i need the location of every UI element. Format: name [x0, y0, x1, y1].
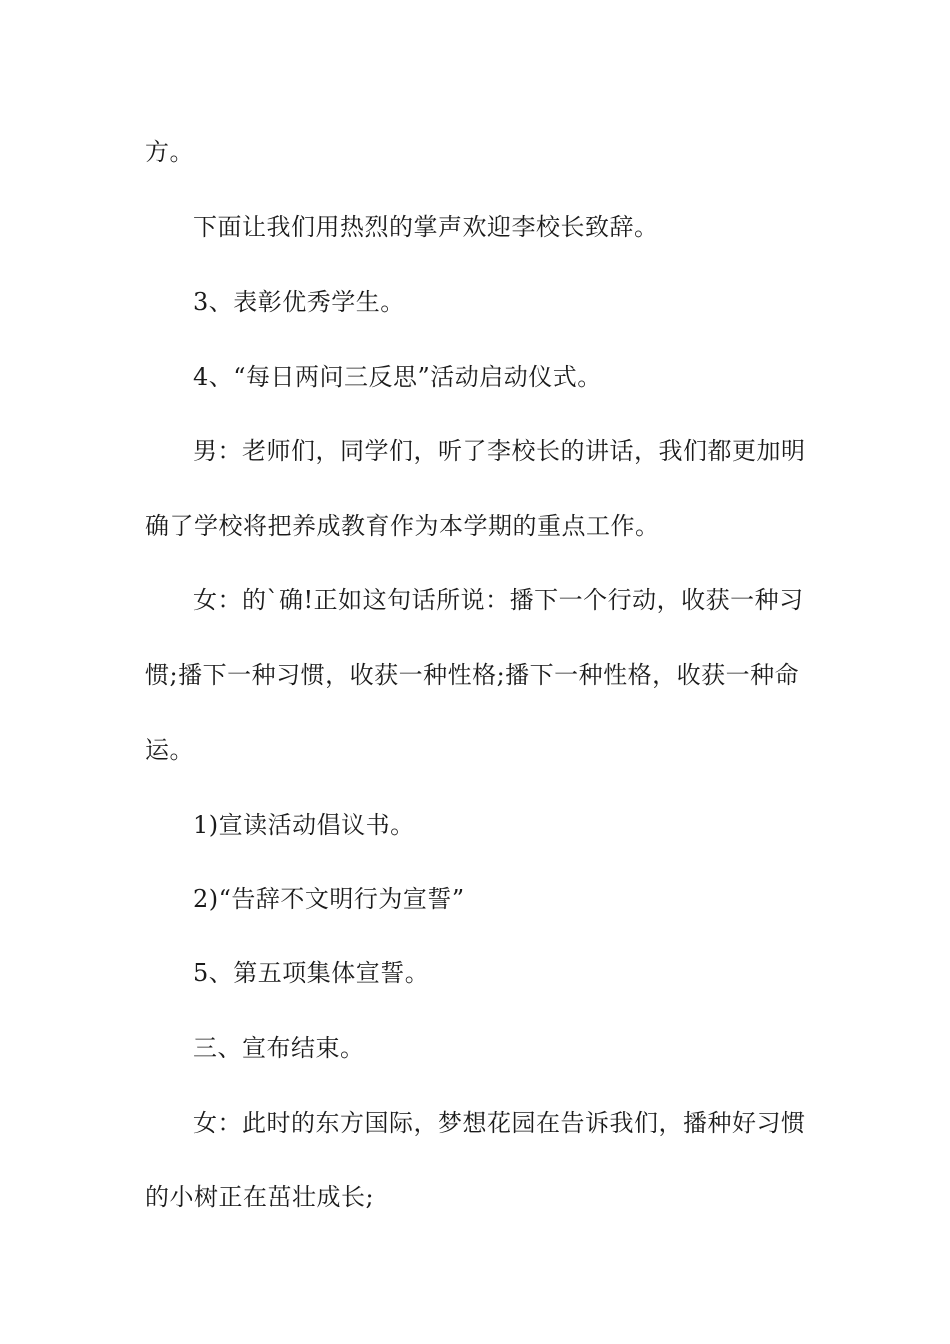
paragraph-line: 2)“告辞不文明行为宣誓” — [193, 885, 465, 913]
paragraph-line: 女：此时的东方国际，梦想花园在告诉我们，播种好习惯 — [193, 1109, 806, 1137]
paragraph-line: 惯;播下一种习惯，收获一种性格;播下一种性格，收获一种命 — [145, 661, 800, 689]
paragraph-line: 的小树正在茁壮成长; — [145, 1183, 375, 1211]
paragraph-line: 运。 — [145, 736, 194, 764]
paragraph-line: 方。 — [145, 138, 194, 166]
paragraph-line: 3、表彰优秀学生。 — [193, 288, 405, 316]
paragraph-line: 下面让我们用热烈的掌声欢迎李校长致辞。 — [193, 213, 659, 241]
paragraph-line: 1)宣读活动倡议书。 — [193, 811, 415, 839]
paragraph-line: 5、第五项集体宣誓。 — [193, 959, 430, 987]
paragraph-line: 女：的`确!正如这句话所说：播下一个行动，收获一种习 — [193, 586, 804, 614]
paragraph-line: 三、宣布结束。 — [193, 1034, 365, 1062]
paragraph-line: 确了学校将把养成教育作为本学期的重点工作。 — [145, 512, 660, 540]
paragraph-line: 4、“每日两问三反思”活动启动仪式。 — [193, 363, 602, 391]
paragraph-line: 男：老师们，同学们，听了李校长的讲话，我们都更加明 — [193, 437, 806, 465]
